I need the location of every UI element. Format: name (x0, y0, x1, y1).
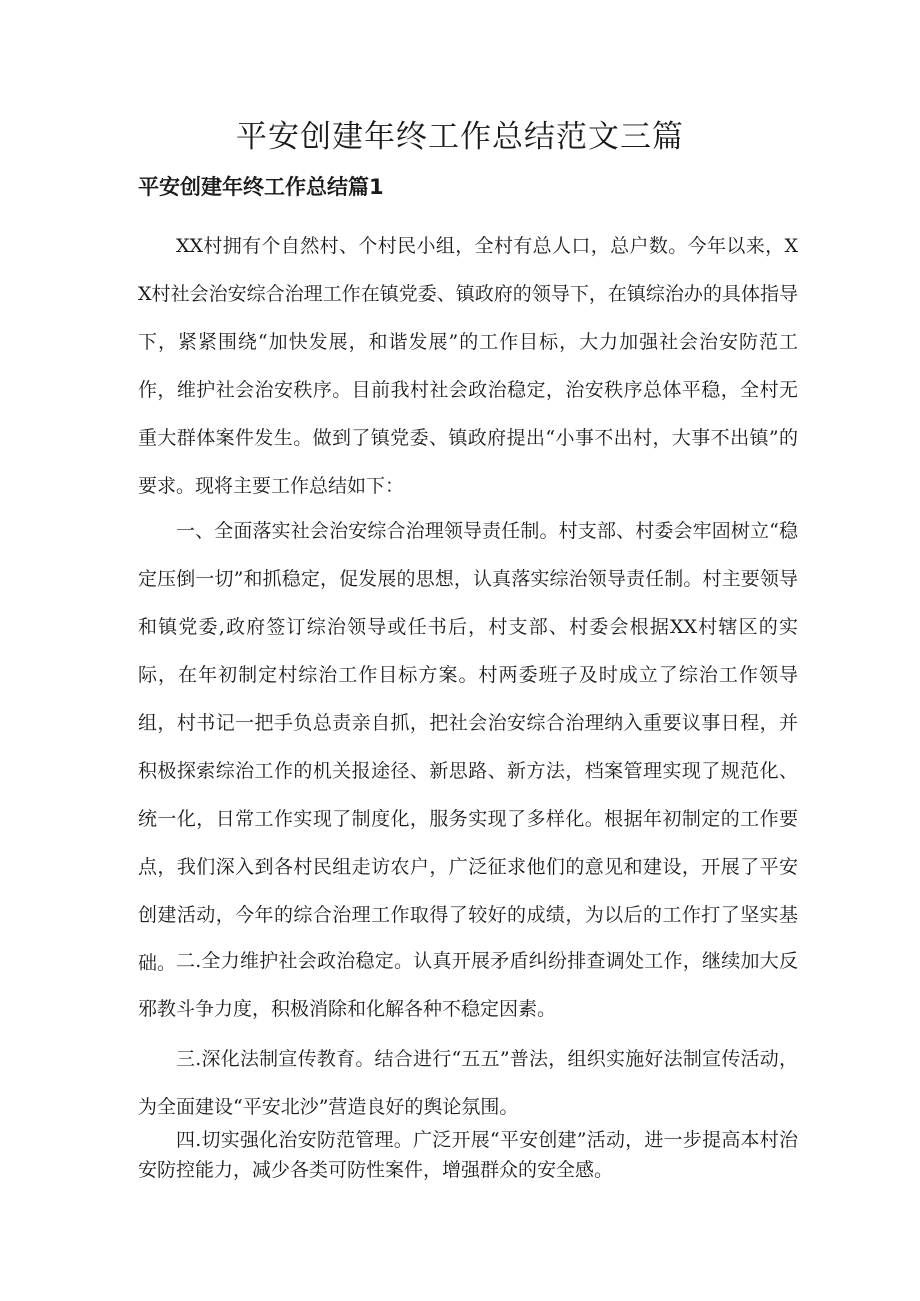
paragraph-item-3: 三.深化法制宣传教育。结合进行“五五”普法，组织实施好法制宣传活动，为全面建设“平安北沙”营造良好的舆论氛围。 (138, 1048, 798, 1118)
paragraph-item-1: 一、全面落实社会治安综合治理领导责任制。村支部、村委会牢固树立“稳定压倒一切”和抓稳定，促发展的思想，认真落实综治领导责任制。村主要领导和镇党委,政府签订综治领导或任书后，村支部、村委会根据XX村辖区的实际，在年初制定村综治工作目标方案。村两委班子及时成立了综治工作领导组，村书记一把手负总责亲自抓，把社会治安综合治理纳入重要议事日程，并积极探索综治工作的机关报途径、新思路、新方法，档案管理实现了规范化、统一化，日常工作实现了制度化，服务实现了多样化。根据年初制定的工作要点，我们深入到各村民组走访农户，广泛征求他们的意见和建设，开展了平安创建活动，今年的综合治理工作取得了较好的成绩，为以后的工作打了坚实基础。 (138, 520, 798, 974)
paragraph-item-2: 二.全力维护社会政治稳定。认真开展矛盾纠纷排查调处工作，继续加大反邪教斗争力度，积极消除和化解各种不稳定因素。 (138, 950, 798, 1020)
paragraph-item-4: 四.切实强化治安防范管理。广泛开展“平安创建”活动，进一步提高本村治安防控能力，减少各类可防性案件，增强群众的安全感。 (138, 1129, 798, 1181)
document-title: 平安创建年终工作总结范文三篇 (236, 119, 684, 155)
paragraph-intro: XX村拥有个自然村、个村民小组，全村有总人口，总户数。今年以来，XX村社会治安综合治理工作在镇党委、镇政府的领导下，在镇综治办的具体指导下，紧紧围绕“加快发展，和谐发展”的工作目标，大力加强社会治安防范工作，维护社会治安秩序。目前我村社会政治稳定，治安秩序总体平稳，全村无重大群体案件发生。做到了镇党委、镇政府提出“小事不出村，大事不出镇”的要求。现将主要工作总结如下： (138, 235, 798, 497)
section-heading: 平安创建年终工作总结篇1 (138, 175, 384, 199)
